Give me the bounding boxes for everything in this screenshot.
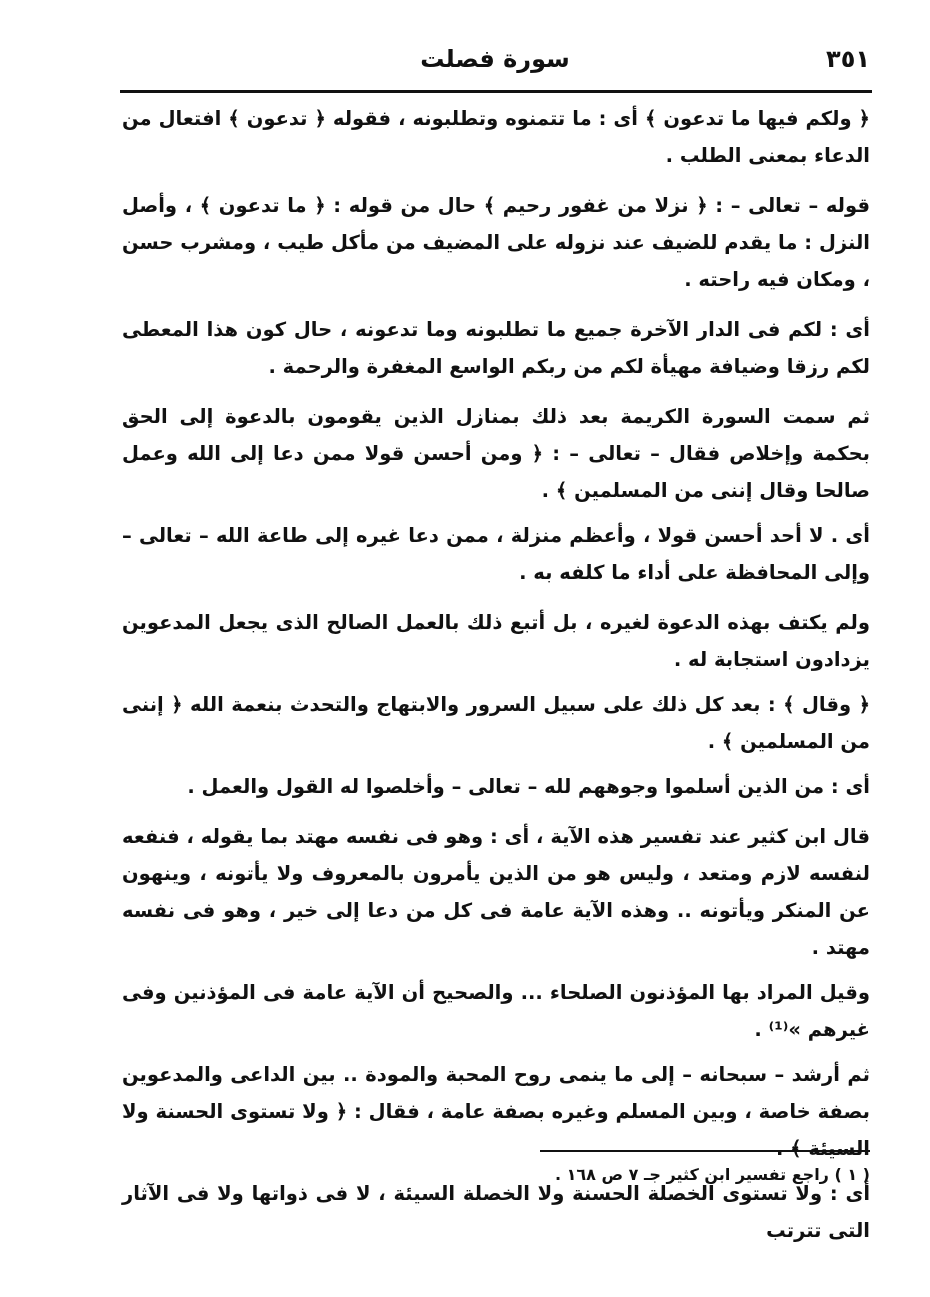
paragraph: ﴿ وقال ﴾ : بعد كل ذلك على سبيل السرور والابتهاج والتحدث بنعمة الله ﴿ إننى من المسلمين ﴾ . — [122, 693, 870, 753]
paragraph: ولم يكتف بهذه الدعوة لغيره ، بل أتبع ذلك بالعمل الصالح الذى يجعل المدعوين يزدادون استجابة له . — [122, 611, 870, 671]
paragraph: ثم سمت السورة الكريمة بعد ذلك بمنازل الذين يقومون بالدعوة إلى الحق بحكمة وإخلاص فقال – تعالى – : ﴿ ومن أحسن قولا ممن دعا إلى الله وعمل صالحا وقال إننى من المسلمين ﴾ . — [122, 405, 870, 502]
main-text — [122, 100, 870, 1262]
page-number: ٣٥١ — [826, 45, 870, 73]
paragraph: وقيل المراد بها المؤذنون الصلحاء ... والصحيح أن الآية عامة فى المؤذنين وفى غيرهم »⁽¹⁾ . — [122, 981, 870, 1041]
footnote: ( ١ ) راجع تفسير ابن كثير جـ ٧ ص ١٦٨ . — [554, 1165, 870, 1184]
paragraph: أى : لكم فى الدار الآخرة جميع ما تطلبونه وما تدعونه ، حال كون هذا المعطى لكم رزقا وضيافة مهيأة لكم من ربكم الواسع المغفرة والرحمة . — [122, 318, 870, 378]
paragraph: ﴿ ولكم فيها ما تدعون ﴾ أى : ما تتمنوه وتطلبونه ، فقوله ﴿ تدعون ﴾ افتعال من الدعاء بمعنى الطلب . — [122, 107, 870, 167]
paragraph: أى . لا أحد أحسن قولا ، وأعظم منزلة ، ممن دعا غيره إلى طاعة الله – تعالى – وإلى المحافظة على أداء ما كلفه به . — [122, 524, 870, 584]
page-header — [120, 34, 870, 84]
paragraph: قوله – تعالى – : ﴿ نزلا من غفور رحيم ﴾ حال من قوله : ﴿ ما تدعون ﴾ ، وأصل النزل : ما يقدم للضيف عند نزوله على المضيف من مأكل طيب ، ومشرب حسن ، ومكان فيه راحته . — [122, 194, 870, 291]
page-title: سورة فصلت — [420, 45, 570, 73]
paragraph: قال ابن كثير عند تفسير هذه الآية ، أى : وهو فى نفسه مهتد بما يقوله ، فنفعه لنفسه لازم ومتعد ، وليس هو من الذين يأمرون بالمعروف ولا يأتونه ، وينهون عن المنكر ويأتونه .. وهذه الآية عامة فى كل من دعا إلى خير ، وهو فى نفسه مهتد . — [122, 825, 870, 959]
footnote-divider — [540, 1150, 870, 1152]
paragraph: أى : ولا تستوى الخصلة الحسنة ولا الخصلة السيئة ، لا فى ذواتها ولا فى الآثار التى تترتب — [122, 1182, 870, 1242]
header-divider — [120, 90, 872, 93]
paragraph: أى : من الذين أسلموا وجوههم لله – تعالى – وأخلصوا له القول والعمل . — [187, 775, 870, 798]
paragraph: ثم أرشد – سبحانه – إلى ما ينمى روح المحبة والمودة .. بين الداعى والمدعوين بصفة خاصة ، وبين المسلم وغيره بصفة عامة ، فقال : ﴿ ولا تستوى الحسنة ولا السيئة ﴾ . — [122, 1063, 870, 1160]
